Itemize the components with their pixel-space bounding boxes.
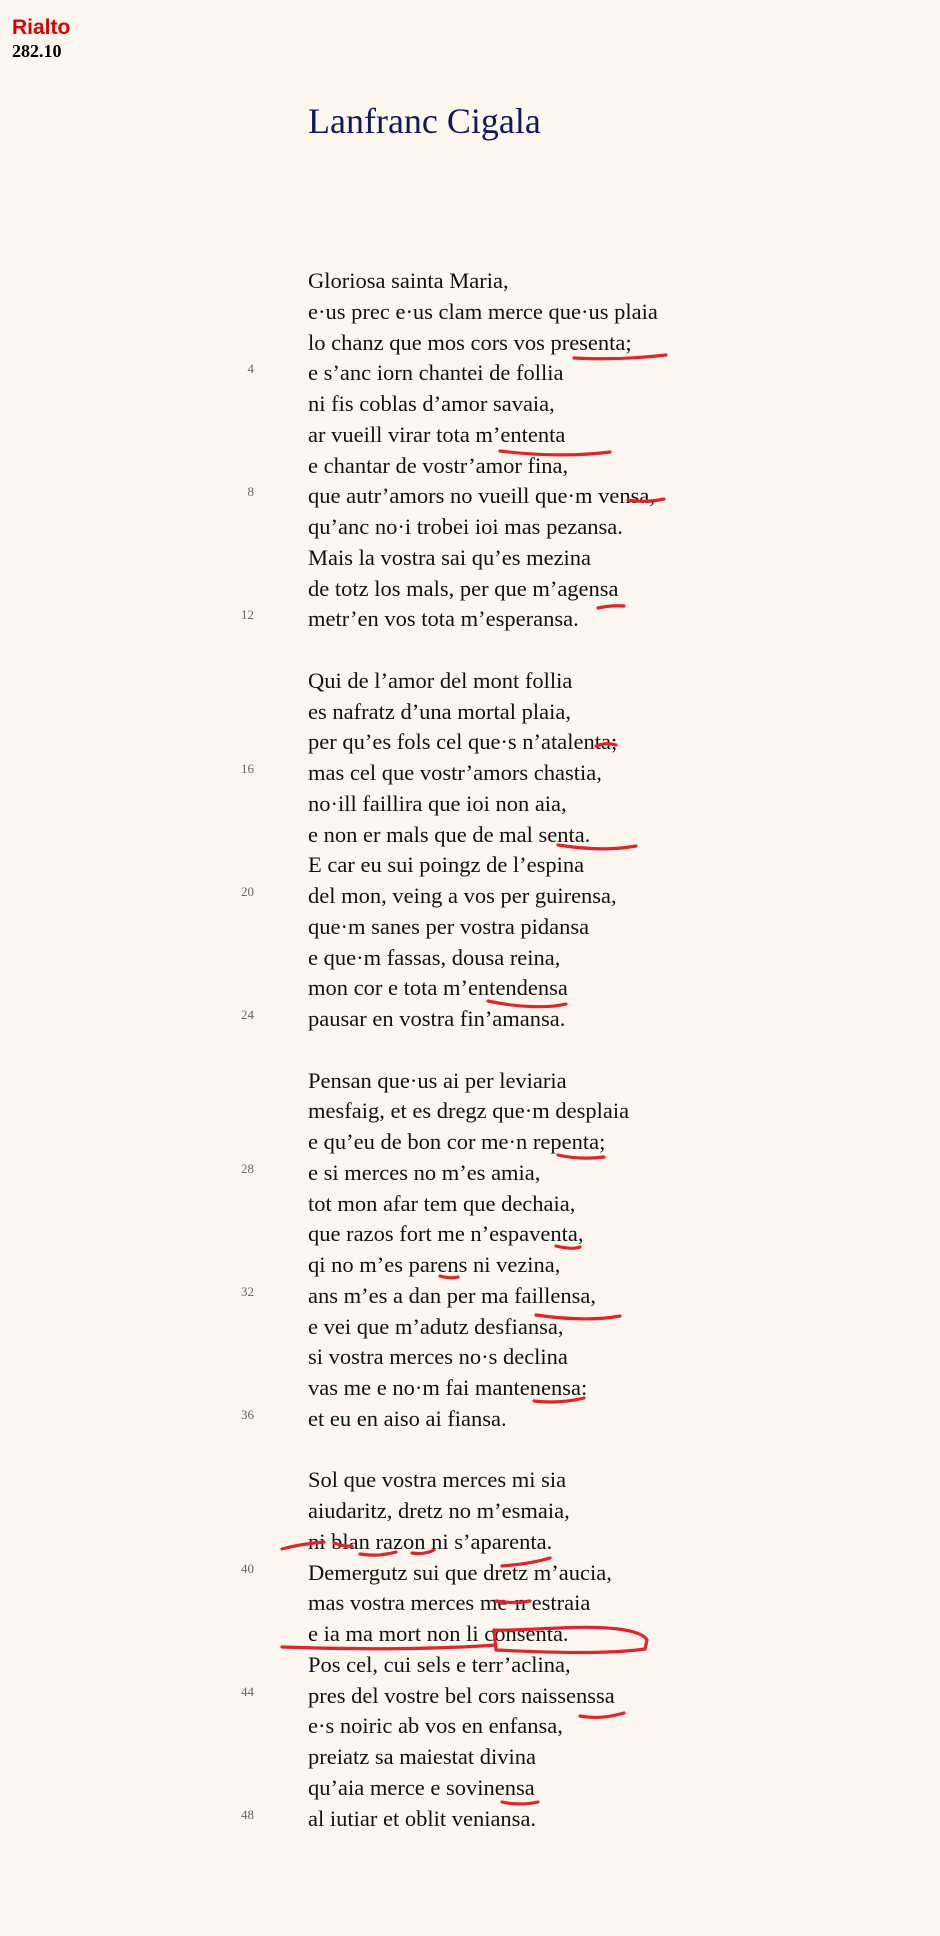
verse-text: que autr’amors no vueill que·m vensa, [308,483,655,509]
verse-line [0,1219,940,1250]
verse-text: que razos fort me n’espaventa, [308,1221,584,1247]
verse-text: E car eu sui poingz de l’espina [308,852,585,878]
line-number: 28 [241,1160,254,1176]
verse-line [0,1619,940,1650]
verse-text: tot mon afar tem que dechaia, [308,1190,576,1216]
verse-line [0,881,940,912]
verse-text: no·ill faillira que ioi non aia, [308,790,567,816]
verse-line [0,451,940,482]
verse-text: al iutiar et oblit veniansa. [308,1805,537,1831]
stanza-gap [0,1435,940,1466]
verse-text: pausar en vostra fin’amansa. [308,1006,566,1031]
verse-line [0,1096,940,1127]
verse-line [0,1066,940,1097]
verse-text: preiatz sa maiestat divina [308,1744,537,1769]
verse-line [0,1681,940,1712]
verse-text: mas cel que vostr’amors chastia, [308,760,602,785]
verse-line [0,1558,940,1589]
verse-line [0,789,940,820]
verse-text: Pos cel, cui sels e terr’aclina, [308,1651,571,1677]
stanza-gap [0,1035,940,1066]
verse-line [0,727,940,758]
verse-text: de totz los mals, per que m’agensa [308,575,619,601]
verse-text: vas me e no·m fai mantenensa: [308,1375,588,1400]
poem-text [0,266,940,1834]
verse-line [0,1127,940,1158]
line-number: 44 [241,1683,254,1699]
verse-line [0,420,940,451]
site-brand[interactable]: Rialto [12,16,71,39]
poem-reference: 282.10 [12,41,62,61]
verse-text: aiudaritz, dretz no m’esmaia, [308,1498,570,1523]
verse-line [0,1465,940,1496]
verse-text: ans m’es a dan per ma faillensa, [308,1282,597,1308]
verse-text: metr’en vos tota m’esperansa. [308,606,579,632]
verse-text: Demergutz sui que dretz m’aucia, [308,1559,612,1585]
verse-text: e que·m fassas, dousa reina, [308,944,561,970]
verse-line [0,1250,940,1281]
verse-text: mon cor e tota m’entendensa [308,975,568,1001]
verse-line [0,266,940,297]
verse-line [0,358,940,389]
verse-text: ar vueill virar tota m’ententa [308,421,566,447]
verse-line [0,1004,940,1035]
verse-line [0,389,940,420]
verse-line [0,1588,940,1619]
verse-text: e·s noiric ab vos en enfansa, [308,1713,563,1739]
verse-text: Qui de l’amor del mont follia [308,667,573,693]
verse-line [0,943,940,974]
verse-line [0,758,940,789]
line-number: 12 [241,607,254,623]
verse-line [0,973,940,1004]
line-number: 48 [241,1806,254,1822]
verse-text: si vostra merces no·s declina [308,1344,568,1370]
verse-text: e non er mals que de mal senta. [308,821,591,847]
verse-text: e chantar de vostr’amor fina, [308,452,569,478]
verse-line [0,697,940,728]
verse-line [0,543,940,574]
verse-text: e s’anc iorn chantei de follia [308,360,564,386]
verse-text: mesfaig, et es dregz que·m desplaia [308,1098,630,1124]
line-number: 24 [241,1007,254,1022]
verse-text: e si merces no m’es amia, [308,1159,541,1185]
verse-text: lo chanz que mos cors vos presenta; [308,329,632,355]
stanza-gap [0,635,940,666]
verse-text: Sol que vostra merces mi sia [308,1467,567,1493]
verse-text: ni fis coblas d’amor savaia, [308,391,555,416]
verse-line [0,1650,940,1681]
line-number: 4 [247,361,254,377]
verse-line [0,1158,940,1189]
verse-line [0,328,940,359]
verse-line [0,1342,940,1373]
line-number: 36 [241,1406,254,1422]
verse-text: Gloriosa sainta Maria, [308,268,509,293]
verse-line [0,574,940,605]
verse-line [0,1711,940,1742]
verse-text: e ia ma mort non li consenta. [308,1621,569,1646]
verse-line [0,512,940,543]
verse-line [0,604,940,635]
verse-text: qu’anc no·i trobei ioi mas pezansa. [308,514,623,539]
verse-line [0,1773,940,1804]
verse-text: e·us prec e·us clam merce que·us plaia [308,298,658,324]
verse-text: per qu’es fols cel que·s n’atalenta; [308,729,618,755]
verse-line [0,1742,940,1773]
verse-text: Mais la vostra sai qu’es mezina [308,544,592,570]
verse-line [0,297,940,328]
verse-text: mas vostra merces me·n estraia [308,1590,591,1616]
line-number: 8 [247,484,254,500]
verse-text: pres del vostre bel cors naissenssa [308,1682,615,1708]
verse-line [0,666,940,697]
site-header [12,16,70,62]
verse-text: ni blan razon ni s’aparenta. [308,1528,553,1554]
line-number: 32 [241,1283,254,1299]
line-number: 40 [241,1560,254,1576]
verse-line [0,912,940,943]
verse-line [0,1281,940,1312]
verse-text: que·m sanes per vostra pidansa [308,913,590,939]
verse-line [0,820,940,851]
verse-line [0,1373,940,1404]
verse-text: del mon, veing a vos per guirensa, [308,883,617,908]
page-title: Lanfranc Cigala [308,101,541,141]
line-number: 16 [241,761,254,776]
verse-text: e qu’eu de bon cor me·n repenta; [308,1129,606,1154]
line-number: 20 [241,884,254,899]
verse-text: e vei que m’adutz desfiansa, [308,1313,564,1339]
verse-line [0,1312,940,1343]
verse-line [0,850,940,881]
verse-line [0,1404,940,1435]
verse-text: et eu en aiso ai fiansa. [308,1405,507,1431]
verse-text: es nafratz d’una mortal plaia, [308,698,572,724]
verse-line [0,1189,940,1220]
verse-line [0,481,940,512]
verse-text: qu’aia merce e sovinensa [308,1774,535,1800]
verse-text: qi no m’es parens ni vezina, [308,1252,561,1277]
verse-line [0,1804,940,1835]
verse-line [0,1496,940,1527]
verse-text: Pensan que·us ai per leviaria [308,1067,567,1093]
verse-line [0,1527,940,1558]
